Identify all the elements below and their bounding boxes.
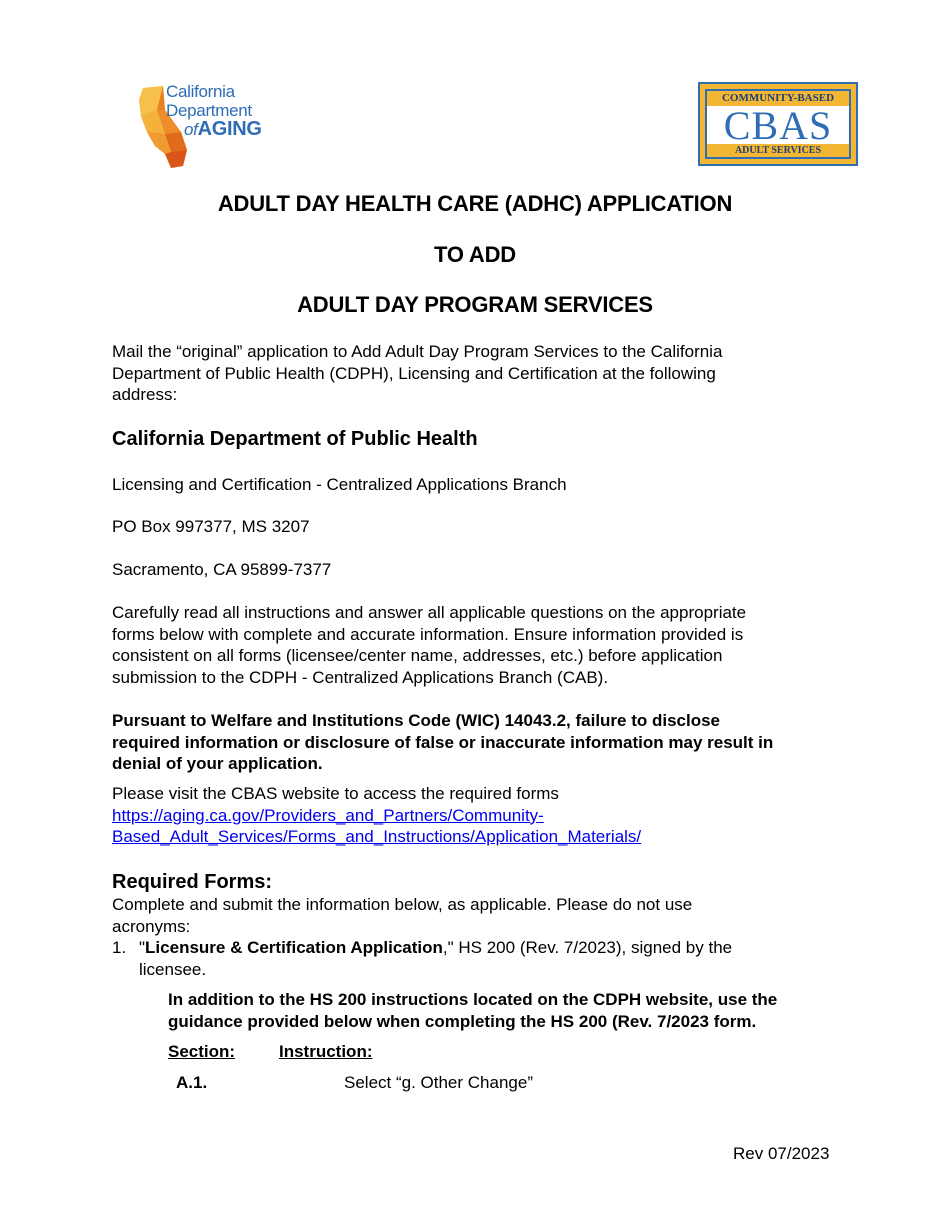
revision-date: Rev 07/2023	[733, 1144, 830, 1163]
table-row-section: A.1.	[176, 1073, 208, 1092]
table-row-instruction: Select “g. Other Change”	[344, 1073, 533, 1092]
instructions-paragraph: Carefully read all instructions and answer all applicable questions on the appropriate forms below with complete and accurate information. Ensure information provided is consistent on all forms (licensee/center name, addresses, etc.) before application submission to the CDPH - Centralized Applications Branch (CAB).	[112, 603, 747, 687]
required-forms-heading: Required Forms:	[112, 871, 273, 893]
section-column-header: Section:	[168, 1042, 236, 1061]
address-organization: California Department of Public Health	[112, 428, 478, 450]
document-subtitle-2: ADULT DAY PROGRAM SERVICES	[297, 292, 653, 317]
document-title: ADULT DAY HEALTH CARE (ADHC) APPLICATION	[217, 191, 733, 216]
visit-website-paragraph: Please visit the CBAS website to access the required forms https://aging.ca.gov/Providers_and_Partners/Community- Based_Adult_Services/Forms_and_Instructions/Application_Materials/	[112, 783, 842, 848]
address-po-box: PO Box 997377, MS 3207	[112, 517, 310, 536]
list-item: 1. "Licensure & Certification Application," HS 200 (Rev. 7/2023), signed by the licensee.	[112, 938, 733, 979]
cbas-logo: COMMUNITY-BASED CBAS ADULT SERVICES	[698, 82, 858, 166]
address-city: Sacramento, CA 95899-7377	[112, 560, 332, 579]
guidance-paragraph: In addition to the HS 200 instructions located on the CDPH website, use the guidance provided below when completing the HS 200 (Rev. 7/2023 form.	[168, 990, 778, 1031]
california-department-of-aging-logo	[135, 80, 280, 172]
intro-paragraph: Mail the “original” application to Add Adult Day Program Services to the California Department of Public Health (CDPH), Licensing and Certification at the following address:	[112, 342, 723, 404]
document-subtitle: TO ADD	[434, 242, 516, 267]
legal-warning: Pursuant to Welfare and Institutions Code (WIC) 14043.2, failure to disclose required information or disclosure of false or inaccurate information may result in denial of your application.	[112, 711, 774, 773]
address-branch: Licensing and Certification - Centralized Applications Branch	[112, 475, 567, 494]
cda-wordmark: California Department ofAGING	[166, 82, 262, 140]
form-name: Licensure & Certification Application	[145, 938, 443, 957]
required-forms-intro: Complete and submit the information below, as applicable. Please do not use acronyms:	[112, 895, 693, 936]
application-materials-link[interactable]: https://aging.ca.gov/Providers_and_Partners/Community- Based_Adult_Services/Forms_and_Instructions/Application_Materials/	[112, 805, 642, 846]
instruction-column-header: Instruction:	[279, 1042, 373, 1061]
